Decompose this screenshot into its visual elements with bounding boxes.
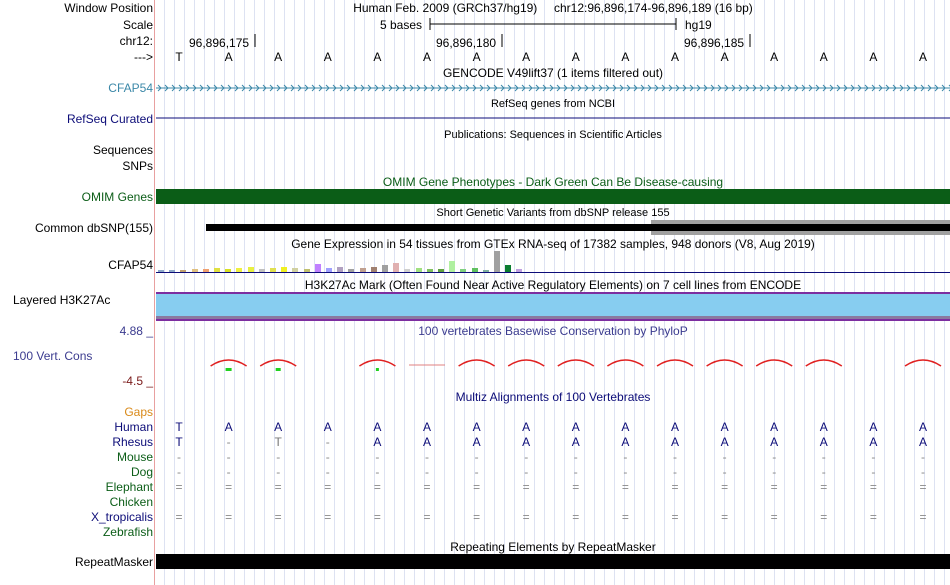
alignment-base: - xyxy=(425,465,429,479)
alignment-base: - xyxy=(177,450,181,464)
phylop-peak xyxy=(707,360,743,366)
alignment-base: - xyxy=(673,450,677,464)
phylop-peak xyxy=(657,360,693,366)
alignment-base: - xyxy=(375,450,380,464)
h3k27ac-bottom-line xyxy=(156,319,950,321)
gtex-tissue-bar[interactable] xyxy=(505,265,511,272)
dbsnp-variant-bar-gray[interactable] xyxy=(651,220,950,224)
species-label-elephant[interactable]: Elephant xyxy=(105,480,153,494)
track-label-refseq[interactable]: RefSeq Curated xyxy=(66,112,153,126)
base-letter: A xyxy=(670,50,679,64)
phylop-peak xyxy=(508,360,544,366)
alignment-base: = xyxy=(919,480,927,494)
alignment-base: A xyxy=(522,420,531,434)
gtex-baseline xyxy=(156,272,950,273)
track-label-h3k27ac[interactable]: Layered H3K27Ac xyxy=(13,293,111,307)
alignment-base: A xyxy=(422,435,431,449)
alignment-base: = xyxy=(721,510,729,524)
alignment-base: = xyxy=(324,480,332,494)
alignment-base: = xyxy=(225,480,233,494)
phylop-peak xyxy=(905,360,941,366)
base-letter: A xyxy=(621,50,630,64)
base-letter: A xyxy=(274,50,283,64)
gencode-gene-feature[interactable] xyxy=(156,80,950,96)
base-letter: A xyxy=(323,50,332,64)
alignment-base: = xyxy=(671,480,679,494)
track-label-repeatmasker[interactable]: RepeatMasker xyxy=(74,555,153,569)
phylop-peak xyxy=(607,360,643,366)
track-title-h3k27ac: H3K27Ac Mark (Often Found Near Active Regulatory Elements) on 7 cell lines from ENCODE xyxy=(304,278,802,292)
base-letter: A xyxy=(869,50,878,64)
phylop-peak xyxy=(806,360,842,366)
track-label-omim[interactable]: OMIM Genes xyxy=(81,190,153,204)
track-label-dbsnp[interactable]: Common dbSNP(155) xyxy=(34,221,153,235)
alignment-base: = xyxy=(373,480,381,494)
alignment-base: - xyxy=(722,465,727,479)
track-label-snps[interactable]: SNPs xyxy=(122,159,153,173)
alignment-base: A xyxy=(720,435,729,449)
gtex-tissue-bar[interactable] xyxy=(449,261,455,272)
alignment-base: A xyxy=(918,435,927,449)
base-letter: A xyxy=(819,50,828,64)
alignment-base: A xyxy=(373,420,382,434)
browser-track-area[interactable] xyxy=(156,0,950,585)
alignment-base: = xyxy=(721,480,729,494)
alignment-base: A xyxy=(819,435,828,449)
alignment-base: - xyxy=(871,450,876,464)
alignment-base: = xyxy=(820,510,828,524)
phylop-max-value: 4.88 _ xyxy=(119,324,153,338)
window-position-label: Window Position xyxy=(64,1,153,15)
phylop-min-value: -4.5 _ xyxy=(122,374,153,388)
repeatmasker-element-bar[interactable] xyxy=(156,554,950,569)
alignment-base: - xyxy=(573,450,578,464)
phylop-peak xyxy=(756,360,792,366)
alignment-base: = xyxy=(869,480,877,494)
alignment-base: - xyxy=(821,450,826,464)
alignment-base: - xyxy=(325,435,330,449)
alignment-base: A xyxy=(522,435,531,449)
position-text: chr12:96,896,174-96,896,189 (16 bp) xyxy=(553,1,753,15)
phylop-peak xyxy=(260,360,296,366)
alignment-base: - xyxy=(375,465,380,479)
alignment-base: A xyxy=(472,420,481,434)
alignment-base: - xyxy=(524,450,529,464)
alignment-base: - xyxy=(276,465,281,479)
alignment-base: - xyxy=(673,465,677,479)
alignment-base: = xyxy=(621,510,629,524)
track-label-phylop[interactable]: 100 Vert. Cons xyxy=(13,349,93,363)
species-label-mouse[interactable]: Mouse xyxy=(116,450,153,464)
dbsnp-variant-bar[interactable] xyxy=(206,224,950,231)
alignment-base: - xyxy=(325,450,330,464)
alignment-base: = xyxy=(274,510,282,524)
base-letter: A xyxy=(422,50,431,64)
track-title-refseq: RefSeq genes from NCBI xyxy=(490,98,616,110)
base-letter: A xyxy=(918,50,927,64)
alignment-base: - xyxy=(573,465,578,479)
phylop-peak xyxy=(359,360,395,366)
alignment-base: A xyxy=(571,435,580,449)
dbsnp-variant-bar-gray-lower xyxy=(651,231,950,235)
base-letter: T xyxy=(175,50,183,64)
alignment-base: A xyxy=(670,435,679,449)
alignment-base: - xyxy=(921,450,925,464)
track-label-gencode[interactable]: CFAP54 xyxy=(108,81,153,95)
gtex-tissue-bar[interactable] xyxy=(393,263,399,272)
species-label-dog[interactable]: Dog xyxy=(130,465,153,479)
base-letter: A xyxy=(522,50,531,64)
label-separator xyxy=(154,0,155,585)
species-label-zebrafish[interactable]: Zebrafish xyxy=(102,525,153,539)
track-title-omim: OMIM Gene Phenotypes - Dark Green Can Be Disease-causing xyxy=(382,175,724,189)
alignment-base: A xyxy=(373,435,382,449)
alignment-base: = xyxy=(919,510,927,524)
alignment-base: = xyxy=(621,480,629,494)
alignment-base: A xyxy=(720,420,729,434)
alignment-base: A xyxy=(472,435,481,449)
alignment-base: = xyxy=(473,480,481,494)
base-letter: A xyxy=(720,50,729,64)
alignment-base: = xyxy=(423,480,431,494)
base-letter: A xyxy=(373,50,382,64)
alignment-base: A xyxy=(274,420,283,434)
h3k27ac-signal[interactable] xyxy=(156,294,950,316)
assembly-text: Human Feb. 2009 (GRCh37/hg19) xyxy=(353,1,538,15)
refseq-gene-feature[interactable] xyxy=(156,110,950,126)
alignment-base: A xyxy=(571,420,580,434)
gtex-tissue-bar[interactable] xyxy=(315,264,321,272)
species-label-rhesus[interactable]: Rhesus xyxy=(112,435,153,449)
omim-gene-bar[interactable] xyxy=(156,189,950,204)
tick-label: 96,896,175 xyxy=(189,36,250,50)
alignment-base: - xyxy=(623,450,628,464)
species-label-chicken[interactable]: Chicken xyxy=(109,495,153,509)
alignment-base: = xyxy=(274,480,282,494)
alignment-base: = xyxy=(770,480,778,494)
alignment-base: - xyxy=(325,465,330,479)
alignment-base: = xyxy=(473,510,481,524)
scale-assembly-text: hg19 xyxy=(685,18,712,32)
alignment-base: = xyxy=(324,510,332,524)
species-label-human[interactable]: Human xyxy=(114,420,153,434)
tick-label: 96,896,185 xyxy=(684,36,745,50)
alignment-base: - xyxy=(425,450,429,464)
alignment-base: - xyxy=(921,465,925,479)
base-letter: A xyxy=(472,50,481,64)
scale-label: Scale xyxy=(122,18,153,32)
alignment-base: = xyxy=(770,510,778,524)
phylop-peak xyxy=(558,360,594,366)
phylop-peak xyxy=(459,360,495,366)
track-title-multiz: Multiz Alignments of 100 Vertebrates xyxy=(455,390,651,404)
alignment-base: - xyxy=(722,450,727,464)
alignment-base: = xyxy=(572,510,580,524)
alignment-base: T xyxy=(175,435,183,449)
alignment-base: = xyxy=(820,480,828,494)
base-letter: A xyxy=(770,50,779,64)
alignment-base: - xyxy=(226,450,231,464)
alignment-base: A xyxy=(918,420,927,434)
multiz-gaps-label: Gaps xyxy=(124,405,153,419)
chrom-label: chr12: xyxy=(119,34,153,48)
alignment-base: A xyxy=(621,435,630,449)
phylop-negative-mark xyxy=(226,368,232,371)
alignment-base: = xyxy=(175,480,183,494)
base-letter: A xyxy=(224,50,233,64)
track-label-gtex[interactable]: CFAP54 xyxy=(108,258,153,272)
alignment-base: A xyxy=(670,420,679,434)
alignment-base: A xyxy=(323,420,332,434)
species-label-x_tropicalis[interactable]: X_tropicalis xyxy=(90,510,153,524)
alignment-base: = xyxy=(869,510,877,524)
track-title-dbsnp: Short Genetic Variants from dbSNP release 155 xyxy=(436,207,670,219)
track-title-gencode: GENCODE V49lift37 (1 items filtered out) xyxy=(442,66,664,80)
alignment-base: - xyxy=(821,465,826,479)
alignment-base: T xyxy=(274,435,282,449)
alignment-base: - xyxy=(177,465,181,479)
alignment-base: = xyxy=(423,510,431,524)
alignment-base: - xyxy=(524,465,529,479)
alignment-base: - xyxy=(871,465,876,479)
alignment-base: - xyxy=(276,450,281,464)
alignment-base: - xyxy=(226,465,231,479)
alignment-base: - xyxy=(474,450,479,464)
alignment-base: = xyxy=(671,510,679,524)
phylop-negative-mark xyxy=(376,368,379,371)
phylop-conservation-graph[interactable] xyxy=(156,355,950,375)
alignment-base: = xyxy=(522,510,530,524)
track-label-publications[interactable]: Sequences xyxy=(92,143,153,157)
alignment-base: T xyxy=(175,420,183,434)
alignment-base: - xyxy=(226,435,231,449)
alignment-base: A xyxy=(869,435,878,449)
alignment-base: A xyxy=(819,420,828,434)
scale-bases-text: 5 bases xyxy=(380,18,423,32)
track-title-publications: Publications: Sequences in Scientific Articles xyxy=(444,129,662,141)
alignment-base: A xyxy=(422,420,431,434)
alignment-base: A xyxy=(869,420,878,434)
track-title-phylop: 100 vertebrates Basewise Conservation by PhyloP xyxy=(418,324,688,338)
phylop-peak xyxy=(211,360,247,366)
strand-arrow-label: ---> xyxy=(134,50,153,64)
track-title-gtex: Gene Expression in 54 tissues from GTEx RNA-seq of 17382 samples, 948 donors (V8, Aug 2019) xyxy=(291,237,815,251)
tick-label: 96,896,180 xyxy=(436,36,497,50)
base-letter: A xyxy=(571,50,580,64)
alignment-base: - xyxy=(772,465,777,479)
gtex-tissue-bar[interactable] xyxy=(382,265,388,272)
track-title-repeatmasker: Repeating Elements by RepeatMasker xyxy=(450,540,656,554)
alignment-base: A xyxy=(770,420,779,434)
alignment-base: = xyxy=(522,480,530,494)
alignment-base: - xyxy=(623,465,628,479)
phylop-negative-mark xyxy=(276,368,281,371)
gtex-expression-bars[interactable] xyxy=(156,251,950,272)
alignment-base: = xyxy=(373,510,381,524)
alignment-base: = xyxy=(175,510,183,524)
alignment-base: A xyxy=(621,420,630,434)
alignment-base: A xyxy=(224,420,233,434)
gtex-tissue-bar[interactable] xyxy=(494,251,500,272)
alignment-base: = xyxy=(225,510,233,524)
alignment-base: - xyxy=(772,450,777,464)
alignment-base: - xyxy=(474,465,479,479)
alignment-base: = xyxy=(572,480,580,494)
alignment-base: A xyxy=(770,435,779,449)
